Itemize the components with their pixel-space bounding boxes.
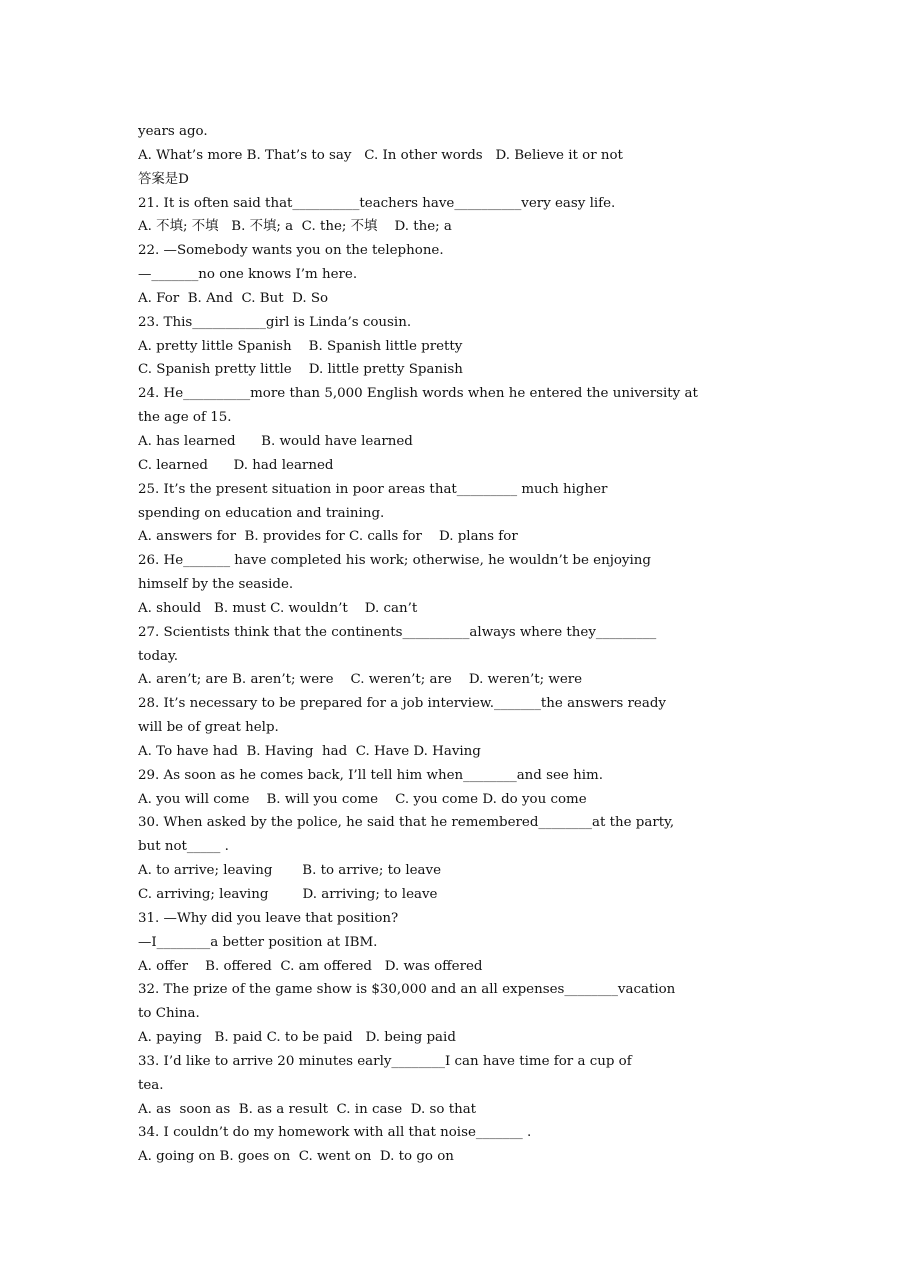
- text-line: the age of 15.: [138, 410, 232, 426]
- options-line: A. going on B. goes on C. went on D. to go on: [138, 1149, 454, 1165]
- text-line: A. What’s more B. That’s to say C. In other words D. Believe it or not: [138, 147, 623, 163]
- options-line: C. learned D. had learned: [138, 457, 334, 473]
- options-line: A. paying B. paid C. to be paid D. being paid: [138, 1030, 456, 1046]
- text-line: today.: [138, 648, 179, 664]
- question-line: 23. This___________girl is Linda’s cousin.: [138, 314, 412, 330]
- text-line: but not_____ .: [138, 839, 229, 855]
- options-line: A. to arrive; leaving B. to arrive; to leave: [138, 863, 441, 879]
- options-line: A. For B. And C. But D. So: [138, 290, 329, 306]
- options-line: A. 不填; 不填 B. 不填; a C. the; 不填 D. the; a: [138, 219, 452, 235]
- options-line: A. To have had B. Having had C. Have D. Having: [138, 743, 481, 759]
- text-line: years ago.: [138, 124, 208, 139]
- question-line: 34. I couldn’t do my homework with all that noise_______ .: [138, 1125, 532, 1141]
- question-line: 32. The prize of the game show is $30,000 and an all expenses________vacation: [138, 982, 676, 998]
- question-line: 28. It’s necessary to be prepared for a job interview._______the answers ready: [138, 696, 666, 712]
- options-line: A. answers for B. provides for C. calls for D. plans for: [138, 529, 518, 545]
- options-line: C. Spanish pretty little D. little pretty Spanish: [138, 362, 463, 378]
- answer-line: 答案是D: [138, 171, 189, 187]
- options-line: A. offer B. offered C. am offered D. was offered: [138, 958, 483, 974]
- question-line: 21. It is often said that__________teachers have__________very easy life.: [138, 195, 616, 211]
- question-line: 27. Scientists think that the continents__________always where they_________: [138, 624, 657, 640]
- question-line: 31. —Why did you leave that position?: [138, 910, 399, 926]
- question-line: 30. When asked by the police, he said that he remembered________at the party,: [138, 815, 675, 831]
- text-line: himself by the seaside.: [138, 577, 294, 593]
- question-line: 22. —Somebody wants you on the telephone.: [138, 243, 444, 259]
- question-text-block: [138, 120, 788, 1169]
- question-line: 24. He__________more than 5,000 English words when he entered the university at: [138, 386, 698, 402]
- options-line: C. arriving; leaving D. arriving; to leave: [138, 887, 438, 902]
- options-line: A. has learned B. would have learned: [138, 433, 413, 449]
- options-line: A. pretty little Spanish B. Spanish little pretty: [138, 338, 463, 354]
- text-line: tea.: [138, 1077, 164, 1093]
- question-line: 25. It’s the present situation in poor areas that_________ much higher: [138, 481, 608, 497]
- text-line: will be of great help.: [138, 720, 279, 736]
- text-line: —_______no one knows I’m here.: [138, 267, 358, 283]
- question-line: 29. As soon as he comes back, I’ll tell him when________and see him.: [138, 767, 603, 783]
- question-line: 26. He_______ have completed his work; otherwise, he wouldn’t be enjoying: [138, 553, 651, 569]
- options-line: A. aren’t; are B. aren’t; were C. weren’t; are D. weren’t; were: [138, 672, 583, 688]
- text-line: —I________a better position at IBM.: [138, 934, 378, 950]
- question-line: 33. I’d like to arrive 20 minutes early________I can have time for a cup of: [138, 1053, 632, 1069]
- text-line: to China.: [138, 1006, 200, 1022]
- text-line: spending on education and training.: [138, 505, 385, 521]
- options-line: A. as soon as B. as a result C. in case D. so that: [138, 1101, 477, 1117]
- options-line: A. you will come B. will you come C. you come D. do you come: [138, 791, 587, 807]
- options-line: A. should B. must C. wouldn’t D. can’t: [138, 600, 418, 616]
